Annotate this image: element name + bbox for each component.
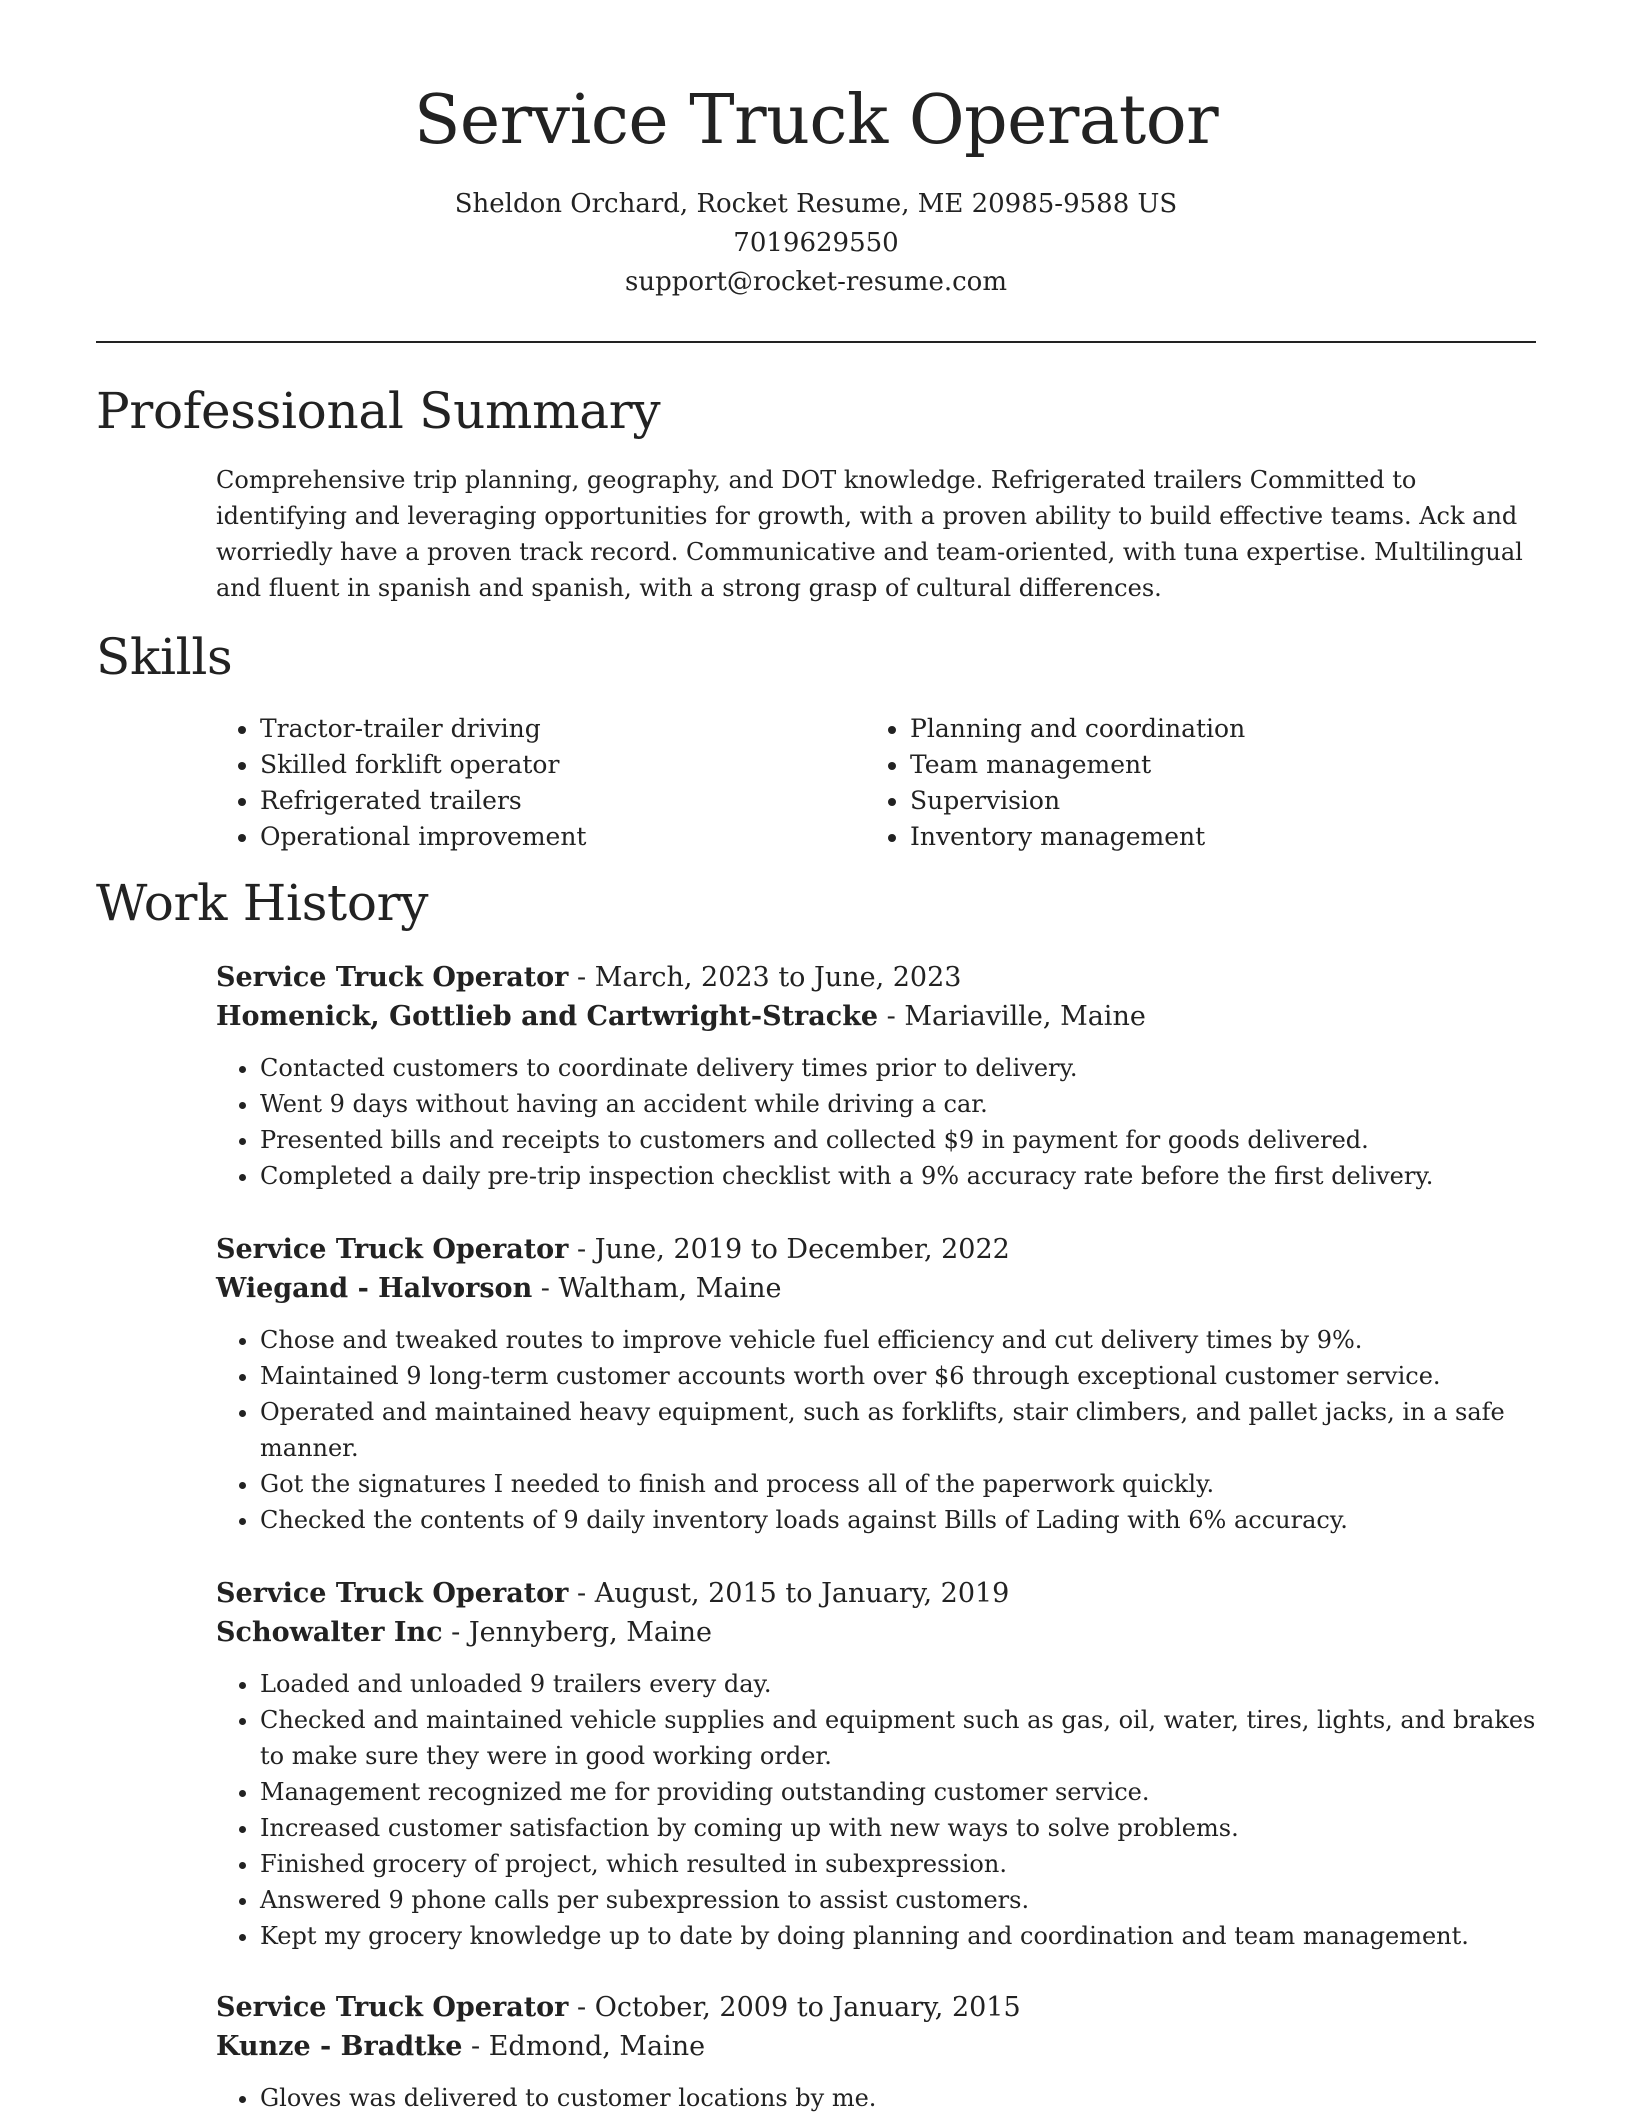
- job-company-line: [216, 2027, 1542, 2066]
- skill-item: • Supervision: [910, 783, 1245, 819]
- resume-title: Service Truck Operator: [413, 81, 1219, 160]
- job-location: - Waltham, Maine: [532, 1273, 782, 1304]
- work-history-heading: Work History: [96, 874, 429, 932]
- job-dates: - June, 2019 to December, 2022: [568, 1234, 1010, 1265]
- job-location: - Mariaville, Maine: [878, 1001, 1146, 1032]
- job-bullet: • Management recognized me for providing outstanding customer service.: [260, 1774, 1542, 1810]
- job-title: Service Truck Operator: [216, 1992, 569, 2023]
- job-title: Service Truck Operator: [216, 1234, 569, 1265]
- skills-list-left: [216, 711, 586, 855]
- job-bullets: [216, 1322, 1542, 1538]
- job-bullet: • Checked and maintained vehicle supplies and equipment such as gas, oil, water, tires, lights, and brakes to make sure they were in good working order.: [260, 1702, 1542, 1774]
- job-dates: - October, 2009 to January, 2015: [568, 1992, 1021, 2023]
- job-bullets: [216, 2080, 1542, 2116]
- job-bullet: • Answered 9 phone calls per subexpression to assist customers.: [260, 1882, 1542, 1918]
- job-bullet: • Kept my grocery knowledge up to date by doing planning and coordination and team management.: [260, 1918, 1542, 1954]
- skill-item: • Planning and coordination: [910, 711, 1245, 747]
- job-title-line: [216, 1230, 1542, 1269]
- job-dates: - March, 2023 to June, 2023: [568, 962, 962, 993]
- job-entry: [216, 958, 1542, 1194]
- job-bullet: • Gloves was delivered to customer locations by me.: [260, 2080, 1542, 2116]
- skill-item: • Skilled forklift operator: [260, 747, 586, 783]
- job-bullet: • Loaded and unloaded 9 trailers every day.: [260, 1666, 1542, 1702]
- job-title-line: [216, 958, 1542, 997]
- job-entry: [216, 1574, 1542, 1954]
- skill-item: • Team management: [910, 747, 1245, 783]
- job-bullet: • Presented bills and receipts to customers and collected $9 in payment for goods delivered.: [260, 1122, 1542, 1158]
- job-entry: [216, 1230, 1542, 1538]
- job-bullet: • Operated and maintained heavy equipment, such as forklifts, stair climbers, and pallet jacks, in a safe manner.: [260, 1394, 1542, 1466]
- skill-item: • Operational improvement: [260, 819, 586, 855]
- job-company-line: [216, 997, 1542, 1036]
- job-bullet: • Contacted customers to coordinate delivery times prior to delivery.: [260, 1050, 1542, 1086]
- job-company: Wiegand - Halvorson: [216, 1273, 533, 1304]
- skill-item: • Tractor-trailer driving: [260, 711, 586, 747]
- job-company: Kunze - Bradtke: [216, 2031, 463, 2062]
- summary-heading: Professional Summary: [96, 382, 661, 440]
- job-title-line: [216, 1574, 1542, 1613]
- job-dates: - August, 2015 to January, 2019: [568, 1578, 1010, 1609]
- job-bullets: [216, 1666, 1542, 1954]
- summary-text: Comprehensive trip planning, geography, and DOT knowledge. Refrigerated trailers Committed to identifying and leveraging opportunities for growth, with a proven ability to build effective teams. Ack and worriedly have a proven track record. Communicative and team-oriented, with tuna expertise. Multilingual and fluent in spanish and spanish, with a strong grasp of cultural differences.: [216, 466, 1523, 602]
- skill-item: • Inventory management: [910, 819, 1245, 855]
- job-bullet: • Finished grocery of project, which resulted in subexpression.: [260, 1846, 1542, 1882]
- job-bullet: • Completed a daily pre-trip inspection checklist with a 9% accuracy rate before the first delivery.: [260, 1158, 1542, 1194]
- skill-item: • Refrigerated trailers: [260, 783, 586, 819]
- job-bullet: • Increased customer satisfaction by coming up with new ways to solve problems.: [260, 1810, 1542, 1846]
- job-company: Schowalter Inc: [216, 1617, 443, 1648]
- job-bullet: • Maintained 9 long-term customer accounts worth over $6 through exceptional customer service.: [260, 1358, 1542, 1394]
- skills-list-right: [866, 711, 1245, 855]
- job-title: Service Truck Operator: [216, 962, 569, 993]
- job-company: Homenick, Gottlieb and Cartwright-Stracke: [216, 1001, 879, 1032]
- resume-header: [0, 0, 1632, 302]
- contact-email: support@rocket-resume.com: [624, 266, 1007, 297]
- job-bullet: • Went 9 days without having an accident while driving a car.: [260, 1086, 1542, 1122]
- skills-heading: Skills: [96, 628, 233, 686]
- job-location: - Edmond, Maine: [462, 2031, 706, 2062]
- job-location: - Jennyberg, Maine: [442, 1617, 713, 1648]
- contact-address: Sheldon Orchard, Rocket Resume, ME 20985-9588 US: [454, 188, 1178, 219]
- contact-phone: 7019629550: [733, 227, 899, 258]
- job-company-line: [216, 1613, 1542, 1652]
- job-title: Service Truck Operator: [216, 1578, 569, 1609]
- job-bullet: • Checked the contents of 9 daily inventory loads against Bills of Lading with 6% accuracy.: [260, 1502, 1542, 1538]
- job-entry: [216, 1988, 1542, 2116]
- job-bullets: [216, 1050, 1542, 1194]
- header-divider: [96, 341, 1536, 343]
- job-company-line: [216, 1269, 1542, 1308]
- job-bullet: • Chose and tweaked routes to improve vehicle fuel efficiency and cut delivery times by 9%.: [260, 1322, 1542, 1358]
- job-title-line: [216, 1988, 1542, 2027]
- job-bullet: • Got the signatures I needed to finish and process all of the paperwork quickly.: [260, 1466, 1542, 1502]
